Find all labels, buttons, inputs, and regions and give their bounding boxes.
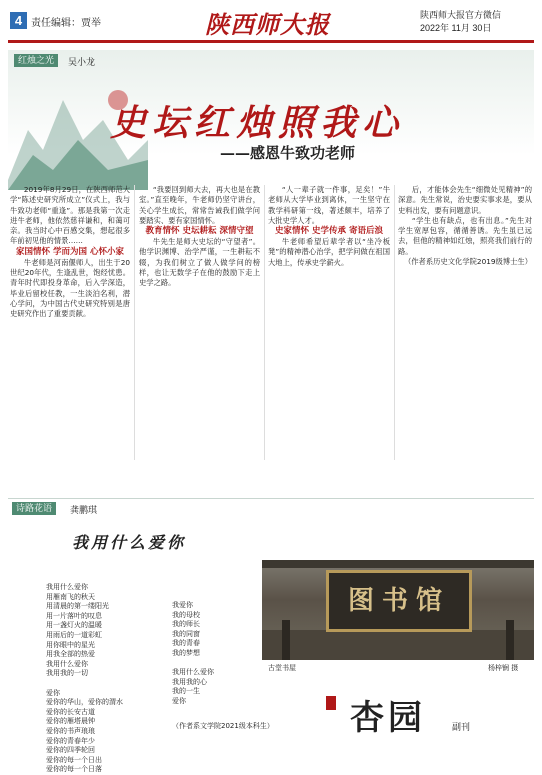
poem-line: 我用什么爱你 [172,668,214,677]
poem-line: 爱你的每一个日落 [46,765,102,774]
poem-line: 我用什么爱你 [46,659,88,668]
library-photo [262,560,534,660]
section-heading: 史家情怀 史学传承 寄语后浪 [275,226,383,237]
poem-line: 用雁南飞的秋天 [46,592,95,601]
editor-credit: 责任编辑：贾举 [31,18,101,29]
author-note: （作者系历史文化学院2019级博士生） [403,257,532,267]
poem-title: 我用什么爱你 [72,533,187,552]
poem-line [46,679,156,689]
poetry-tag: 诗路花语 [12,502,56,515]
article-subtitle: ——感恩牛致功老师 [220,144,356,162]
poem-line: 爱你 [172,696,186,705]
paragraph: “人一辈子就一件事，足矣！”牛老师从大学毕业到离休，一生坚守在教学科研第一线，著述颇丰，培养了大批史学人才。 [268,185,390,225]
article-column-1 [10,185,130,460]
poem-line: 用一片落叶的叹息 [46,611,102,620]
poem-line: 我的母校 [172,610,200,619]
paper-name: 陕西师大报官方微信 [420,10,502,20]
paragraph: 牛老师希望后辈学者以“坐冷板凳”的精神潜心治学，把学问做在祖国大地上，传承史学薪火。 [268,237,390,267]
paragraph: 牛先生是师大史坛的“守望者”。他学识渊博、治学严谨，一生耕耘不辍，为我们树立了做人做学问的榜样，也让无数学子在他的鼓励下走上史学之路。 [139,237,260,288]
paragraph: 牛老师是河南偃师人，出生于20世纪20年代，生逢乱世，饱经忧患。青年时代即投身革命，后入学深造，毕业后留校任教，一生淡泊名利，潜心学问，为中国古代史研究特别是唐史研究作出了重要贡献。 [10,257,130,319]
article-column-3 [268,185,390,460]
poem-line: 我用我的一切 [46,669,88,678]
seal-icon [326,696,336,710]
poem-line: 爱你的青春年少 [46,736,95,745]
poem-left-column [46,583,156,775]
poem-line: 我的同窗 [172,629,200,638]
poem-line: 爱你的书声琅琅 [46,726,95,735]
article-tag: 红烛之光 [14,54,58,67]
poem-line: 我的师长 [172,620,200,629]
poem-line: 我用什么爱你 [46,583,88,591]
poem-line: 我用我的心 [172,677,207,686]
poem-line: 我的梦想 [172,648,200,657]
poem-line: 我爱你 [172,601,193,609]
poem-line: 我的青春 [172,639,200,648]
paragraph: 后，才能体会先生“细微处见精神”的深意。先生常说，治史要实事求是，要从史料出发，要有问题意识。 [398,185,532,215]
paragraph: “学生也有缺点，也有出息。”先生对学生宽厚包容，循循善诱。先生虽已远去，但他的精神如红烛，照亮我们前行的路。 [398,215,532,256]
supplement-label: 副刊 [452,722,471,732]
article-column-4 [398,185,532,460]
poem-credit: （作者系文学院2021级本科生） [172,722,274,730]
section-heading: 教育情怀 史坛耕耘 深情守望 [145,226,254,237]
column-divider [134,185,135,460]
poem-line: 爱你的四季轮回 [46,746,95,755]
poem-line: 爱你的每一个日出 [46,755,102,764]
poem-line: 爱你的长安古道 [46,707,95,716]
section-heading: 家国情怀 学而为国 心怀小家 [16,246,124,257]
poem-line: 用一盏灯火的温暖 [46,621,102,630]
poem-line: 用清晨的第一缕阳光 [46,602,109,611]
poem-line [172,659,282,669]
poem-line: 用我全部的热爱 [46,650,95,659]
supplement-title: 杏园 [350,698,426,738]
masthead-logo: 陕西师大报 [205,10,330,39]
poem-line: 用雨后的一道彩虹 [46,630,102,639]
header-info [420,9,535,35]
column-divider [394,185,395,460]
poem-line: 爱你 [46,688,60,697]
section-divider [8,498,534,499]
article-title: 史坛红烛照我心 [110,102,405,144]
poem-line: 用你眼中的星光 [46,640,95,649]
photo-caption: 古堂书屋 [268,664,296,672]
poetry-byline: 龚鹏琪 [70,505,98,515]
column-divider [264,185,265,460]
poem-line: 爱你的华山，爱你的渭水 [46,698,123,707]
issue-date: 2022年 11月 30日 [420,23,492,33]
header-rule [8,40,534,43]
photo-credit: 杨梓锎 摄 [488,664,519,672]
article-byline: 吴小龙 [68,57,96,67]
library-plaque: 图书馆 [326,570,472,632]
paragraph: “我要回到师大去，再大也是在教室。”直至晚年，牛老师仍坚守讲台，关心学生成长，常常告诫我们做学问要踏实、要有家国情怀。 [139,185,260,225]
page-number: 4 [10,12,27,29]
paragraph: 2019年8月29日，在陕西师范大学“陈述史研究所成立”仪式上，我与牛致功老师“重逢”。那是我第一次走进牛老师，他依然慈祥谦和，和蔼可亲。我当时心中百感交集，想起很多年前初见他的情景…… [10,185,130,246]
poem-line: 我的一生 [172,687,200,696]
article-column-2 [139,185,260,460]
poem-line: 爱你的雁塔晨钟 [46,717,95,726]
